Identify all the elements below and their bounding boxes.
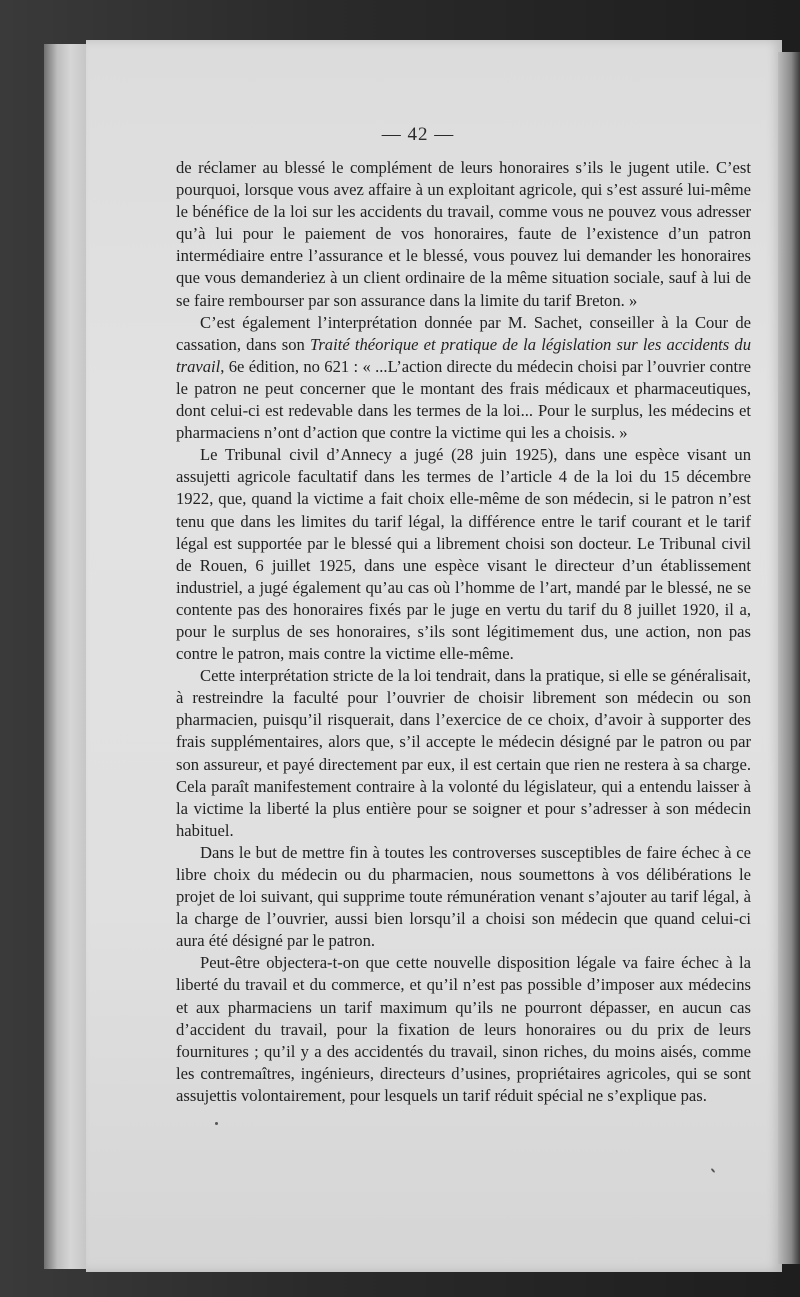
paragraph-3: Le Tribunal civil d’Annecy a jugé (28 juin 1925), dans une espèce visant un assujetti agricole facultatif dans les termes de l’article 4 de la loi du 15 décembre 1922, que, quand la victime a fait choix elle-même de son médecin, si le patron n’est tenu que dans les limites du tarif légal, la différence entre le tarif courant et le tarif légal est supportée par le blessé qui a librement choisi son docteur. Le Tribunal civil de Rouen, 6 juillet 1925, dans une espèce visant le directeur d’un établissement industriel, a jugé également qu’au cas où l’homme de l’art, mandé par le blessé, ne se contente pas des honoraires fixés par le juge en vertu du tarif du 8 juillet 1920, il a, pour le surplus de ses honoraires, s’ils sont légitimement dus, une action, non pas contre le patron, mais contre la victime elle-même.: [176, 445, 751, 664]
paragraph-1: de réclamer au blessé le complément de leurs honoraires s’ils le jugent utile. C’est pourquoi, lorsque vous avez affaire à un exploitant agricole, qui s’est assuré lui-même le bénéfice de la loi sur les accidents du travail, comme vous ne pouvez vous adresser qu’à lui pour le paiement de vos honoraires, faute de l’existence d’un patron intermédiaire entre l’assurance et le blessé, vous pouvez lui demander les honoraires que vous demanderiez à un client ordinaire de la même situation sociale, sauf à lui de se faire rembourser par son assurance dans la limite du tarif Breton. »: [176, 158, 751, 310]
book-title-italic: Traité théorique et pratique de la législation sur les accidents du travail: [176, 334, 751, 376]
paper-speck: [215, 1122, 218, 1125]
paragraph-5: Dans le but de mettre fin à toutes les controverses susceptibles de faire échec à ce libre choix du médecin ou du pharmacien, nous soumettons à vos délibérations le projet de loi suivant, qui supprime toute rémunération venant s’ajouter au tarif légal, à la charge de l’ouvrier, aussi bien lorsqu’il a choisi son médecin que quand celui-ci aura été désigné par le patron.: [176, 842, 751, 951]
paragraph-2: [176, 312, 751, 445]
paragraph-4: Cette interprétation stricte de la loi tendrait, dans la pratique, si elle se généralisait, à restreindre la faculté pour l’ouvrier de choisir librement son médecin ou son pharmacien, puisqu’il risquerait, dans l’exercice de ce choix, d’avoir à supporter des frais supplémentaires, alors que, s’il accepte le médecin désigné par le patron ou par son assureur, et payé directement par eux, il est certain que rien ne restera à sa charge. Cela paraît manifestement contraire à la volonté du législateur, qui a entendu laisser à la victime la liberté la plus entière pour se soigner et pour s’adresser à son médecin habituel.: [176, 666, 751, 840]
page-number: — 42 —: [381, 124, 455, 145]
book-binding-edge: [44, 44, 89, 1269]
paragraph-2-intro: C’est également l’interprétation donnée par M. Sachet, conseiller à la Cour de cassation, dans son: [176, 312, 751, 354]
page-right-edge: [778, 52, 800, 1264]
paragraph-2-rest: , 6e édition, no 621 : « ...L’action directe du médecin choisi par l’ouvrier contre le patron ne peut concerner que le montant des frais médicaux et pharmaceutiques, dont celui-ci est redevable dans les termes de la loi... Pour le surplus, les médecins et pharmaciens n’ont d’action que contre la victime qui les a choisis. »: [176, 356, 751, 443]
page-body-text: [176, 157, 751, 1107]
paragraph-6: Peut-être objectera-t-on que cette nouvelle disposition légale va faire échec à la liberté du travail et du commerce, et qu’il n’est pas possible d’imposer aux médecins et aux pharmaciens un tarif maximum qu’ils ne pourront dépasser, en aucun cas d’accident du travail, pour la fixation de leurs honoraires ou du prix de leurs fournitures ; qu’il y a des accidentés du travail, sinon riches, du moins aisés, comme les contremaîtres, ingénieurs, directeurs d’usines, propriétaires agricoles, qui se sont assujettis volontairement, pour lesquels un tarif réduit spécial ne s’explique pas.: [176, 953, 751, 1105]
